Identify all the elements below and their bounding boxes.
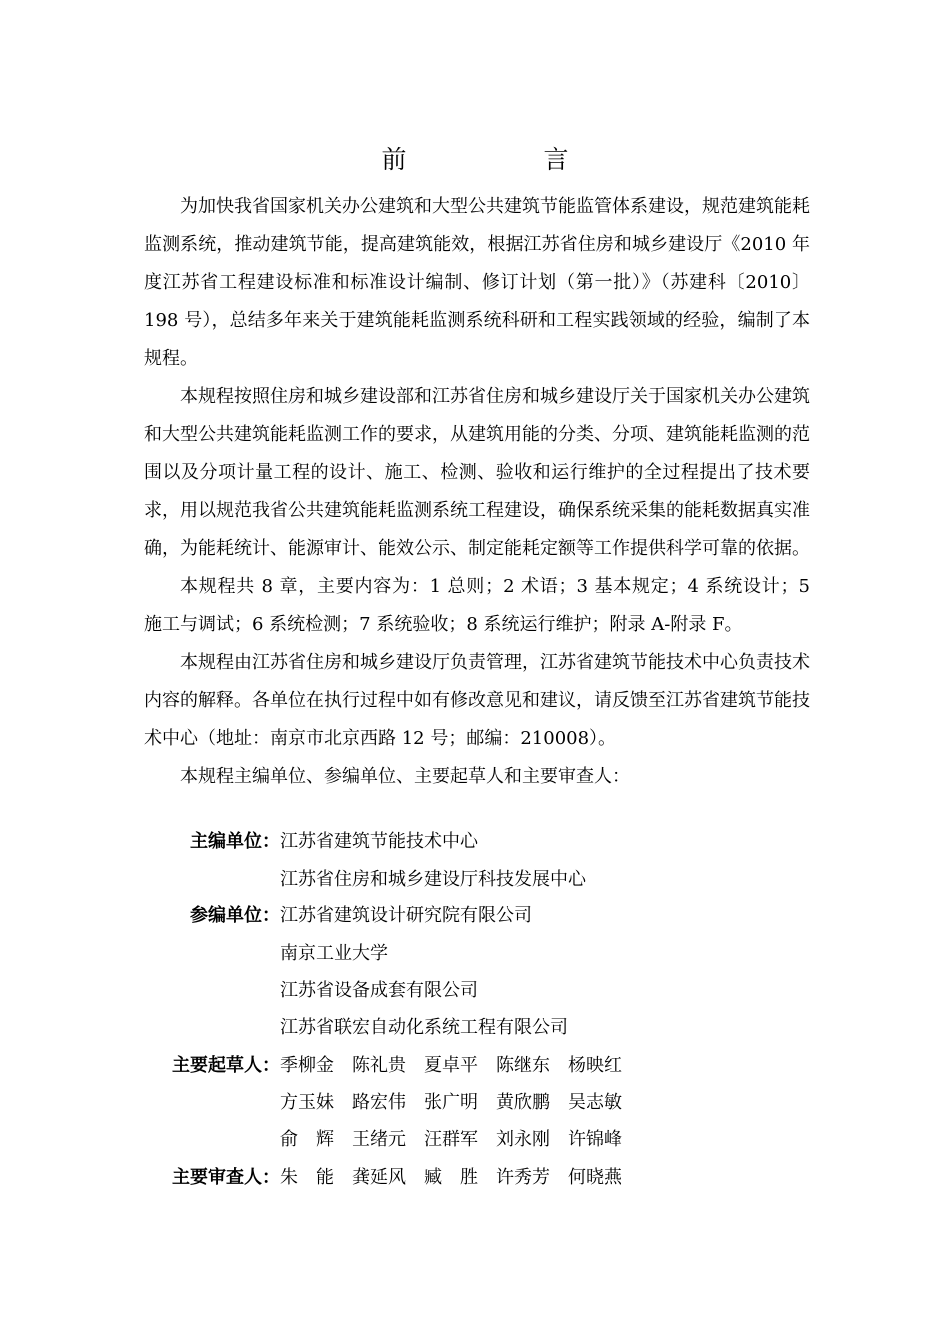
paragraph-1: 为加快我省国家机关办公建筑和大型公共建筑节能监管体系建设，规范建筑能耗监测系统，推动建筑节能，提高建筑能效，根据江苏省住房和城乡建设厅《2010 年度江苏省工程建设标准和标准设计编制、修订计划（第一批）》（苏建科〔2010〕198 号），总结多年来关于建筑能耗监测系统科研和工程实践领域的经验，编制了本规程。 — [144, 196, 810, 369]
drafters-label: 主要起草人： — [172, 1055, 280, 1076]
participating-unit: 江苏省联宏自动化系统工程有限公司 — [280, 1017, 568, 1038]
drafters-names: 季柳金 陈礼贵 夏卓平 陈继东 杨映红 — [280, 1055, 622, 1076]
chief-unit: 江苏省住房和城乡建设厅科技发展中心 — [280, 869, 586, 890]
page-title: 前 言 — [381, 145, 625, 174]
participating-unit: 江苏省建筑设计研究院有限公司 — [280, 905, 532, 926]
paragraph-2: 本规程按照住房和城乡建设部和江苏省住房和城乡建设厅关于国家机关办公建筑和大型公共建筑能耗监测工作的要求，从建筑用能的分类、分项、建筑能耗监测的范围以及分项计量工程的设计、施工、检测、验收和运行维护的全过程提出了技术要求，用以规范我省公共建筑能耗监测系统工程建设，确保系统采集的能耗数据真实准确，为能耗统计、能源审计、能效公示、制定能耗定额等工作提供科学可靠的依据。 — [144, 386, 810, 559]
paragraph-3: 本规程共 8 章，主要内容为：1 总则；2 术语；3 基本规定；4 系统设计；5 施工与调试；6 系统检测；7 系统验收；8 系统运行维护；附录 A-附录 F。 — [144, 576, 810, 635]
drafters-names: 俞 辉 王绪元 汪群军 刘永刚 许锦峰 — [280, 1129, 622, 1150]
preface-body — [144, 188, 810, 796]
paragraph-4: 本规程由江苏省住房和城乡建设厅负责管理，江苏省建筑节能技术中心负责技术内容的解释。各单位在执行过程中如有修改意见和建议，请反馈至江苏省建筑节能技术中心（地址：南京市北京西路 12 号；邮编：210008）。 — [144, 652, 810, 749]
reviewers-label: 主要审查人： — [172, 1167, 280, 1188]
participating-unit: 南京工业大学 — [280, 943, 388, 964]
chief-unit: 江苏省建筑节能技术中心 — [280, 831, 478, 852]
drafters-names: 方玉妹 路宏伟 张广明 黄欣鹏 吴志敏 — [280, 1092, 622, 1113]
participating-units-label: 参编单位： — [190, 905, 280, 926]
chief-units-label: 主编单位： — [190, 831, 280, 852]
paragraph-5: 本规程主编单位、参编单位、主要起草人和主要审查人： — [180, 766, 630, 787]
participating-unit: 江苏省设备成套有限公司 — [280, 980, 478, 1001]
reviewers-names: 朱 能 龚延风 臧 胜 许秀芳 何晓燕 — [280, 1167, 622, 1188]
